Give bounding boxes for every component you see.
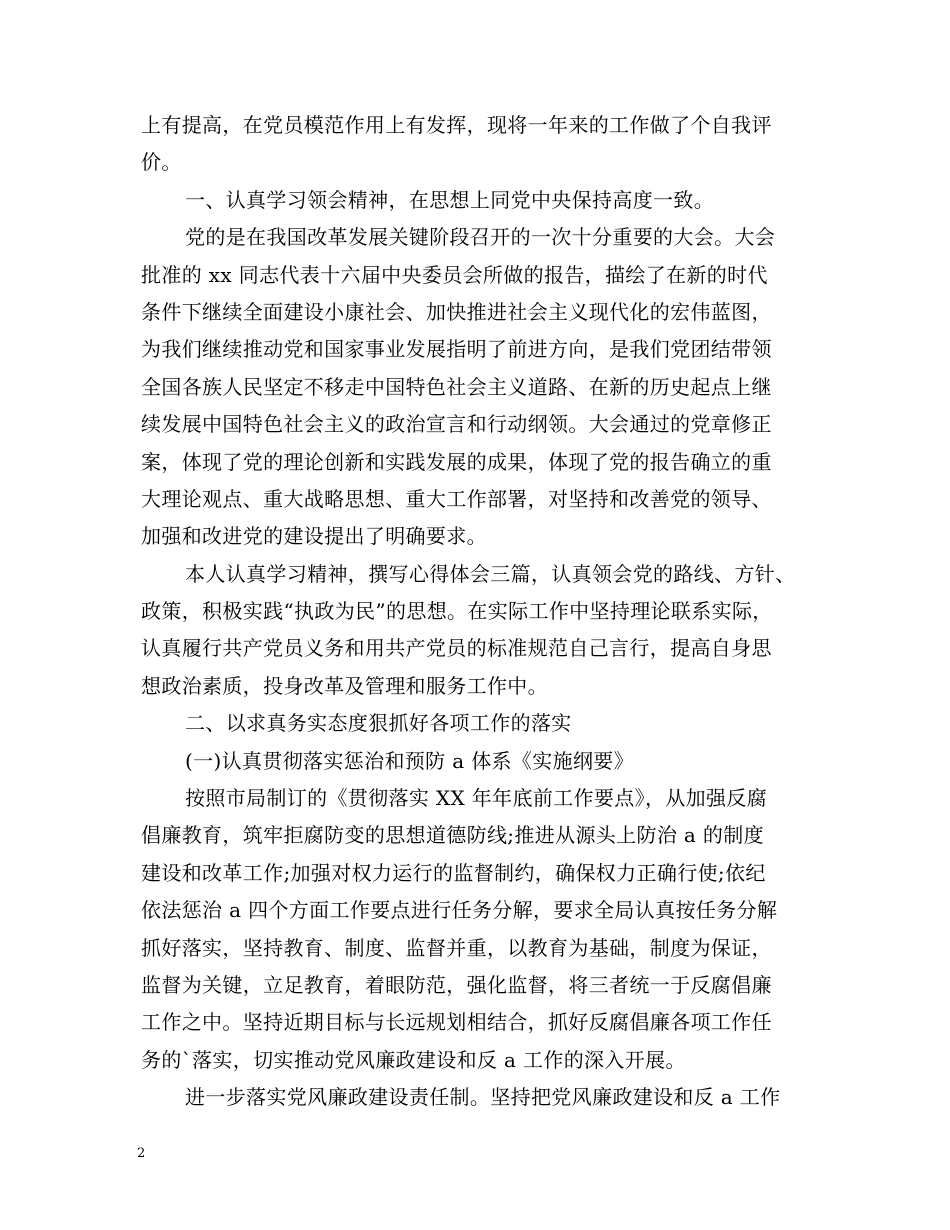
text-line: 大理论观点、重大战略思想、重大工作部署，对坚持和改善党的领导、 [141,486,772,511]
text-line: 倡廉教育，筑牢拒腐防变的思想道德防线;推进从源头上防治 a 的制度 [141,823,764,848]
text-line: 按照市局制订的《贯彻落实 XX 年年底前工作要点》，从加强反腐 [185,786,768,811]
text-line: 想政治素质，投身改革及管理和服务工作中。 [141,673,548,698]
text-line: (一)认真贯彻落实惩治和预防 a 体系《实施纲要》 [185,748,634,773]
text-line: 抓好落实，坚持教育、制度、监督并重，以教育为基础，制度为保证， [141,935,772,960]
text-line: 二、以求真务实态度狠抓好各项工作的落实 [185,711,572,736]
text-line: 依法惩治 a 四个方面工作要点进行任务分解，要求全局认真按任务分解 [141,898,778,923]
text-line: 建设和改革工作;加强对权力运行的监督制约，确保权力正确行使;依纪 [141,860,766,885]
text-line: 进一步落实党风廉政建设责任制。坚持把党风廉政建设和反 a 工作 [185,1085,781,1110]
text-line: 条件下继续全面建设小康社会、加快推进社会主义现代化的宏伟蓝图， [141,299,772,324]
text-line: 批准的 xx 同志代表十六届中央委员会所做的报告，描绘了在新的时代 [141,262,768,287]
text-line: 监督为关键，立足教育，着眼防范，强化监督，将三者统一于反腐倡廉 [141,972,772,997]
text-line: 一、认真学习领会精神，在思想上同党中央保持高度一致。 [185,187,715,212]
text-line: 上有提高，在党员模范作用上有发挥，现将一年来的工作做了个自我评 [141,113,772,137]
text-line: 续发展中国特色社会主义的政治宣言和行动纲领。大会通过的党章修正 [141,412,772,437]
text-line: 务的`落实，切实推动党风廉政建设和反 a 工作的深入开展。 [141,1047,686,1072]
text-line: 工作之中。坚持近期目标与长远规划相结合，抓好反腐倡廉各项工作任 [141,1010,772,1035]
text-line: 全国各族人民坚定不移走中国特色社会主义道路、在新的历史起点上继 [141,374,772,399]
text-line: 为我们继续推动党和国家事业发展指明了前进方向，是我们党团结带领 [141,337,772,362]
text-line: 政策，积极实践“执政为民”的思想。在实际工作中坚持理论联系实际， [141,599,773,624]
text-line: 加强和改进党的建设提出了明确要求。 [141,524,487,549]
text-line: 案，体现了党的理论创新和实践发展的成果，体现了党的报告确立的重 [141,449,772,474]
text-line: 认真履行共产党员义务和用共产党员的标准规范自己言行，提高自身思 [141,636,772,661]
page-number: 2 [137,1146,146,1161]
text-line: 本人认真学习精神，撰写心得体会三篇，认真领会党的路线、方针、 [185,561,796,586]
text-line: 党的是在我国改革发展关键阶段召开的一次十分重要的大会。大会 [185,225,776,250]
document-body [141,107,811,1117]
text-line: 价。 [141,150,182,175]
